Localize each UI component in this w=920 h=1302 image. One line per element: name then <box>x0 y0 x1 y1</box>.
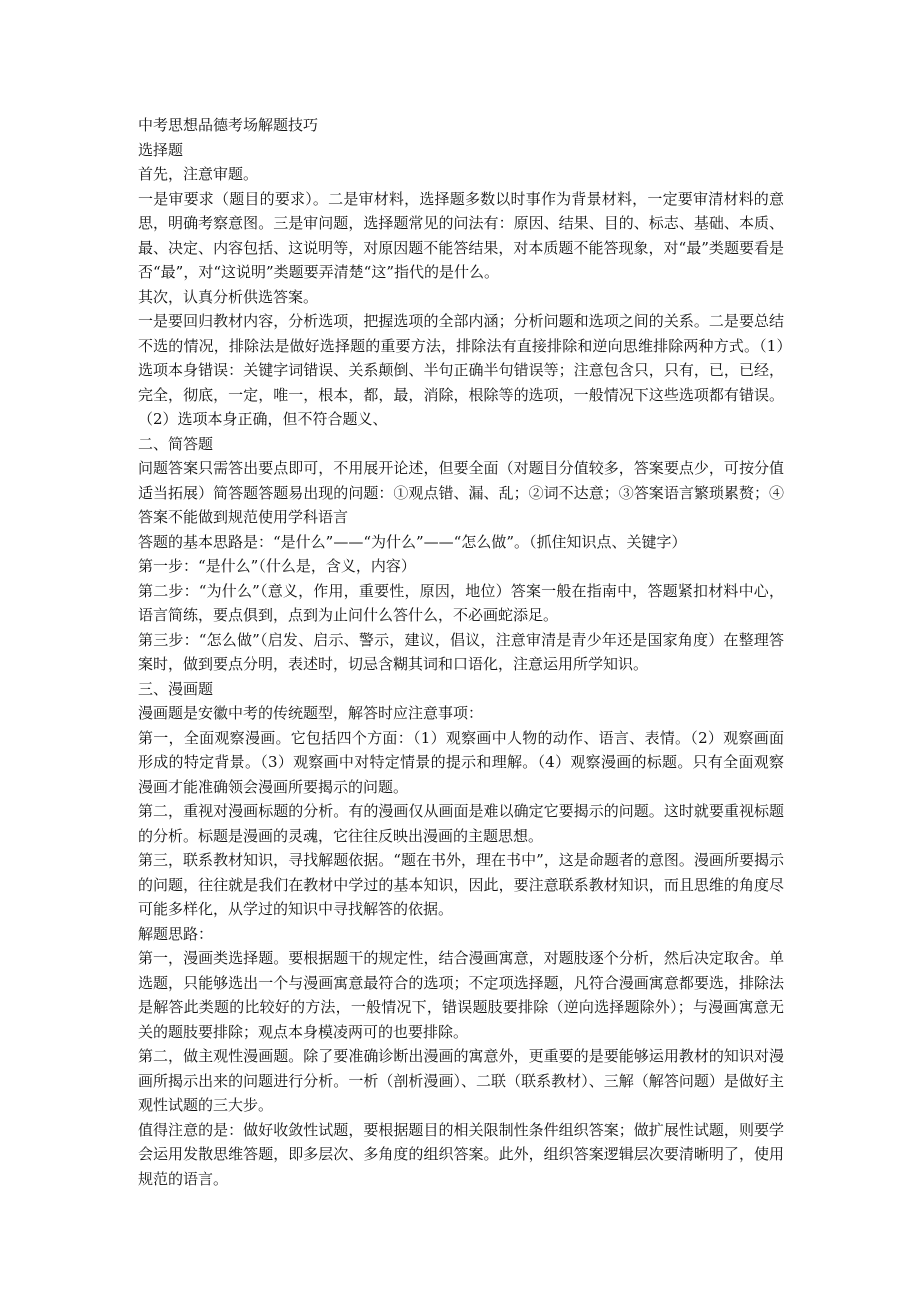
paragraph: 答题的基本思路是：“是什么”——“为什么”——“怎么做”。（抓住知识点、关键字） <box>138 532 687 551</box>
paragraph: 第二，重视对漫画标题的分析。有的漫画仅从画面是难以确定它要揭示的问题。这时就要重视标题的分析。标题是漫画的灵魂，它往往反映出漫画的主题思想。 <box>138 802 784 845</box>
paragraph: 其次，认真分析供选答案。 <box>138 287 319 306</box>
paragraph: 值得注意的是：做好收敛性试题，要根据题目的相关限制性条件组织答案；做扩展性试题，则要学会运用发散思维答题，即多层次、多角度的组织答案。此外，组织答案逻辑层次要清晰明了，使用规范的语言。 <box>138 1120 784 1188</box>
paragraph: 漫画题是安徽中考的传统题型，解答时应注意事项： <box>138 704 484 722</box>
paragraph: 问题答案只需答出要点即可，不用展开论述，但要全面（对题目分值较多，答案要点少，可按分值适当拓展）简答题答题易出现的问题：①观点错、漏、乱；②词不达意；③答案语言繁琐累赘；④答案不能做到规范使用学科语言 <box>138 459 784 526</box>
paragraph: 第一步：“是什么”（什么是，含义，内容） <box>138 557 416 575</box>
section-heading-choice: 选择题 <box>138 140 184 159</box>
document-page <box>138 113 784 1191</box>
section-heading-short-answer: 二、简答题 <box>138 434 214 453</box>
paragraph: 第二，做主观性漫画题。除了要准确诊断出漫画的寓意外，更重要的是要能够运用教材的知识对漫画所揭示出来的问题进行分析。一析（剖析漫画）、二联（联系教材）、三解（解答问题）是做好主观性试题的三大步。 <box>138 1047 784 1114</box>
paragraph: 第二步：“为什么”（意义，作用，重要性，原因，地位）答案一般在指南中，答题紧扣材料中心，语言简练，要点俱到，点到为止问什么答什么，不必画蛇添足。 <box>138 581 784 624</box>
paragraph: 第一，全面观察漫画。它包括四个方面：（1）观察画中人物的动作、语言、表情。（2）观察画面形成的特定背景。（3）观察画中对特定情景的提示和理解。（4）观察漫画的标题。只有全面观察漫画才能准确领会漫画所要揭示的问题。 <box>138 728 784 796</box>
paragraph: 一是要回归教材内容，分析选项，把握选项的全部内涵；分析问题和选项之间的关系。二是要总结不选的情况，排除法是做好选择题的重要方法，排除法有直接排除和逆向思维排除两种方式。（1）选项本身错误：关键字词错误、关系颠倒、半句正确半句错误等；注意包含只，只有，已，已经，完全，彻底，一定，唯一，根本，都，最，消除，根除等的选项，一般情况下这些选项都有错误。（2）选项本身正确，但不符合题义、 <box>138 312 784 428</box>
paragraph: 第三，联系教材知识，寻找解题依据。“题在书外，理在书中”，这是命题者的意图。漫画所要揭示的问题，往往就是我们在教材中学过的基本知识，因此，要注意联系教材知识，而且思维的角度尽可能多样化，从学过的知识中寻找解答的依据。 <box>138 851 784 918</box>
paragraph: 第一，漫画类选择题。要根据题干的规定性，结合漫画寓意，对题肢逐个分析，然后决定取舍。单选题，只能够选出一个与漫画寓意最符合的选项；不定项选择题，凡符合漫画寓意都要选，排除法是解答此类题的比较好的方法，一般情况下，错误题肢要排除（逆向选择题除外）；与漫画寓意无关的题肢要排除；观点本身模凌两可的也要排除。 <box>138 949 784 1041</box>
subheading-solving-approach: 解题思路： <box>138 924 214 943</box>
paragraph: 第三步：“怎么做”（启发、启示、警示，建议，倡议，注意审清是青少年还是国家角度）在整理答案时，做到要点分明，表述时，切忌含糊其词和口语化，注意运用所学知识。 <box>138 630 784 673</box>
section-heading-cartoon: 三、漫画题 <box>138 679 214 698</box>
document-title: 中考思想品德考场解题技巧 <box>138 116 319 134</box>
paragraph: 一是审要求（题目的要求）。二是审材料，选择题多数以时事作为背景材料，一定要审清材料的意思，明确考察意图。三是审问题，选择题常见的问法有：原因、结果、目的、标志、基础、本质、最、决定、内容包括、这说明等，对原因题不能答结果，对本质题不能答现象，对“最”类题要看是否“最”，对“这说明”类题要弄清楚“这”指代的是什么。 <box>138 189 784 281</box>
paragraph: 首先，注意审题。 <box>138 165 259 183</box>
